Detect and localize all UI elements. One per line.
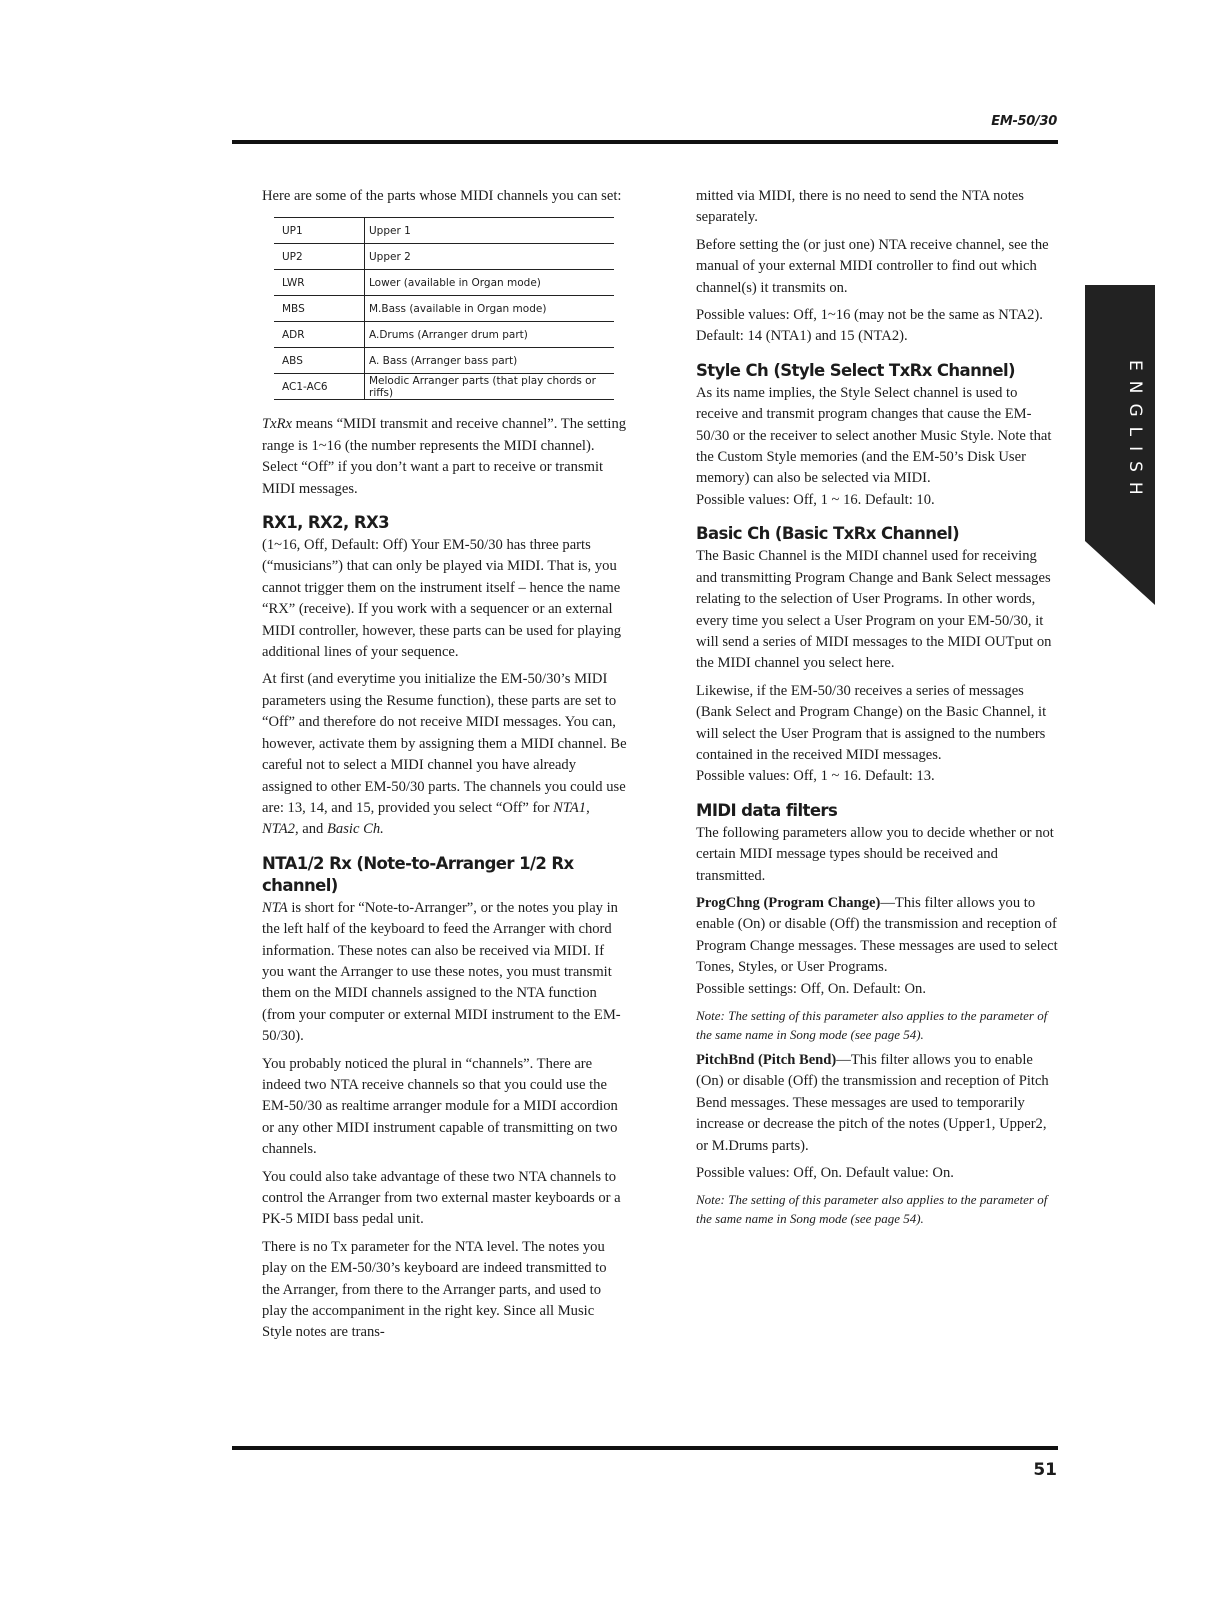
rx-paragraph-1: (1~16, Off, Default: Off) Your EM-50/30 has three parts (“musicians”) that can only be played via MIDI. That is, you cannot trigger them on the instrument itself – hence the name “RX” (receive). If you work with a sequencer or an external MIDI controller, however, these parts can be used for playing additional lines of your sequence. bbox=[262, 537, 622, 661]
right-column bbox=[696, 186, 1061, 1234]
txrx-paragraph bbox=[262, 414, 627, 500]
continued-paragraph-2: Before setting the (or just one) NTA receive channel, see the manual of your external MIDI controller to find out which channel(s) it transmits on. bbox=[696, 236, 1049, 296]
table-row bbox=[274, 374, 614, 400]
pitchbnd-text: —This filter allows you to enable (On) or disable (Off) the transmission and reception of Pitch Bend messages. These messages are used to temporarily increase or decrease the pitch of the notes (Upper1, Upper2, or M.Drums parts). bbox=[696, 1052, 1049, 1154]
style-paragraph-2: Possible values: Off, 1 ~ 16. Default: 10. bbox=[696, 491, 935, 508]
filters-paragraph: The following parameters allow you to decide whether or not certain MIDI message types should be received and transmitted. bbox=[696, 824, 1054, 884]
nta-paragraph-3: You could also take advantage of these two NTA channels to control the Arranger from two external master keyboards or a PK-5 MIDI bass pedal unit. bbox=[262, 1168, 621, 1228]
part-description: Lower (available in Organ mode) bbox=[365, 270, 615, 296]
basic-paragraph-2: Likewise, if the EM-50/30 receives a series of messages (Bank Select and Program Change) on the Basic Channel, it will select the User Program that is assigned to the numbers contained in the received MIDI messages. bbox=[696, 682, 1047, 763]
part-code: LWR bbox=[274, 270, 365, 296]
table-row bbox=[274, 296, 614, 322]
basic-ch-heading: Basic Ch (Basic TxRx Channel) bbox=[696, 524, 960, 544]
note-1: Note: The setting of this parameter also applies to the parameter of the same name in Song mode (see page 54). bbox=[696, 1008, 1048, 1042]
part-code: AC1-AC6 bbox=[274, 374, 365, 400]
header-model: EM-50/30 bbox=[991, 114, 1057, 129]
nta-term: NTA bbox=[262, 899, 288, 916]
progchng-label: ProgChng (Program Change) bbox=[696, 894, 881, 911]
language-tab-label: ENGLISH bbox=[1125, 360, 1145, 505]
part-description: Upper 1 bbox=[365, 218, 615, 244]
rx-heading: RX1, RX2, RX3 bbox=[262, 513, 389, 533]
txrx-term: TxRx bbox=[262, 416, 292, 433]
part-code: ADR bbox=[274, 322, 365, 348]
parts-table bbox=[274, 217, 614, 400]
part-code: UP2 bbox=[274, 244, 365, 270]
midi-filters-heading: MIDI data filters bbox=[696, 800, 838, 820]
table-row bbox=[274, 270, 614, 296]
left-column bbox=[262, 186, 627, 1350]
rx-paragraph-2-text: At first (and everytime you initialize the EM-50/30’s MIDI parameters using the Resume function), these parts are set to “Off” and therefore do not receive MIDI messages. You can, however, activate them by assigning them a MIDI channel. Be careful not to select a MIDI channel you have already assigned to other EM-50/30 parts. The channels you could use are: 13, 14, and 15, provided you select “Off” for bbox=[262, 671, 627, 816]
separator: , bbox=[586, 799, 590, 816]
nta-paragraph-2: You probably noticed the plural in “channels”. There are indeed two NTA receive channels so that you could use the EM-50/30 as realtime arranger module for a MIDI accordion or any other MIDI instrument capable of transmitting on two channels. bbox=[262, 1055, 618, 1158]
pitchbnd-paragraph bbox=[696, 1050, 1061, 1157]
table-row bbox=[274, 244, 614, 270]
continued-paragraph-3: Possible values: Off, 1~16 (may not be the same as NTA2). Default: 14 (NTA1) and 15 (NTA2). bbox=[696, 307, 1043, 345]
part-code: MBS bbox=[274, 296, 365, 322]
part-description: A. Bass (Arranger bass part) bbox=[365, 348, 615, 374]
bottom-rule bbox=[232, 1446, 1058, 1450]
pitchbnd-values: Possible values: Off, On. Default value: On. bbox=[696, 1165, 954, 1182]
nta-paragraph-1 bbox=[262, 898, 627, 1048]
nta-paragraph-1-text: is short for “Note-to-Arranger”, or the notes you play in the left half of the keyboard to feed the Arranger with chord information. These notes can also be received via MIDI. If you want the Arranger to use these notes, you must transmit them on the MIDI channels assigned to the NTA function (from your computer or external MIDI instrument to the EM-50/30). bbox=[262, 899, 621, 1045]
basic-paragraph-3: Possible values: Off, 1 ~ 16. Default: 13. bbox=[696, 768, 935, 785]
part-code: UP1 bbox=[274, 218, 365, 244]
style-paragraph-1: As its name implies, the Style Select channel is used to receive and transmit program changes that cause the EM-50/30 or the receiver to select another Music Style. Note that the Custom Style memories (and the EM-50’s Disk User memory) can also be selected via MIDI. bbox=[696, 384, 1052, 487]
progchng-settings: Possible settings: Off, On. Default: On. bbox=[696, 980, 926, 997]
nta-paragraph-4: There is no Tx parameter for the NTA level. The notes you play on the EM-50/30’s keyboard are indeed transmitted to the Arranger, from there to the Arranger parts, and used to play the accompaniment in the right key. Since all Music Style notes are trans- bbox=[262, 1238, 607, 1341]
nta2-term: NTA2 bbox=[262, 821, 295, 838]
rx-paragraph-2 bbox=[262, 669, 627, 840]
continued-paragraph-1: mitted via MIDI, there is no need to send the NTA notes separately. bbox=[696, 188, 1024, 226]
basic-paragraph-1: The Basic Channel is the MIDI channel used for receiving and transmitting Program Change and Bank Select messages relating to the selection of User Programs. In other words, every time you select a User Program on your EM-50/30, it will send a series of MIDI messages to the MIDI OUTput on the MIDI channel you select here. bbox=[696, 548, 1052, 672]
txrx-text: means “MIDI transmit and receive channel”. The setting range is 1~16 (the number represents the MIDI channel). Select “Off” if you don’t want a part to receive or transmit MIDI messages. bbox=[262, 416, 627, 497]
table-row bbox=[274, 348, 614, 374]
note-2: Note: The setting of this parameter also applies to the parameter of the same name in Song mode (see page 54). bbox=[696, 1192, 1048, 1227]
progchng-paragraph bbox=[696, 893, 1061, 979]
table-row bbox=[274, 322, 614, 348]
part-description: A.Drums (Arranger drum part) bbox=[365, 322, 615, 348]
style-ch-heading: Style Ch (Style Select TxRx Channel) bbox=[696, 360, 1015, 380]
part-description: Upper 2 bbox=[365, 244, 615, 270]
separator: , and bbox=[294, 821, 328, 838]
page-number: 51 bbox=[1033, 1460, 1057, 1480]
progchng-text: —This filter allows you to enable (On) or disable (Off) the transmission and reception of Program Change messages. These messages are used to select Tones, Styles, or User Programs. bbox=[696, 894, 1058, 976]
nta1-term: NTA1 bbox=[553, 799, 587, 816]
basic-ch-term: Basic Ch. bbox=[327, 821, 384, 838]
table-row bbox=[274, 218, 614, 244]
part-code: ABS bbox=[274, 348, 365, 374]
pitchbnd-label: PitchBnd (Pitch Bend) bbox=[696, 1052, 837, 1068]
nta-heading: NTA1/2 Rx (Note-to-Arranger 1/2 Rx channel) bbox=[262, 853, 574, 895]
part-description: Melodic Arranger parts (that play chords or riffs) bbox=[365, 374, 615, 400]
intro-text: Here are some of the parts whose MIDI channels you can set: bbox=[262, 188, 622, 204]
top-rule bbox=[232, 140, 1058, 144]
part-description: M.Bass (available in Organ mode) bbox=[365, 296, 615, 322]
